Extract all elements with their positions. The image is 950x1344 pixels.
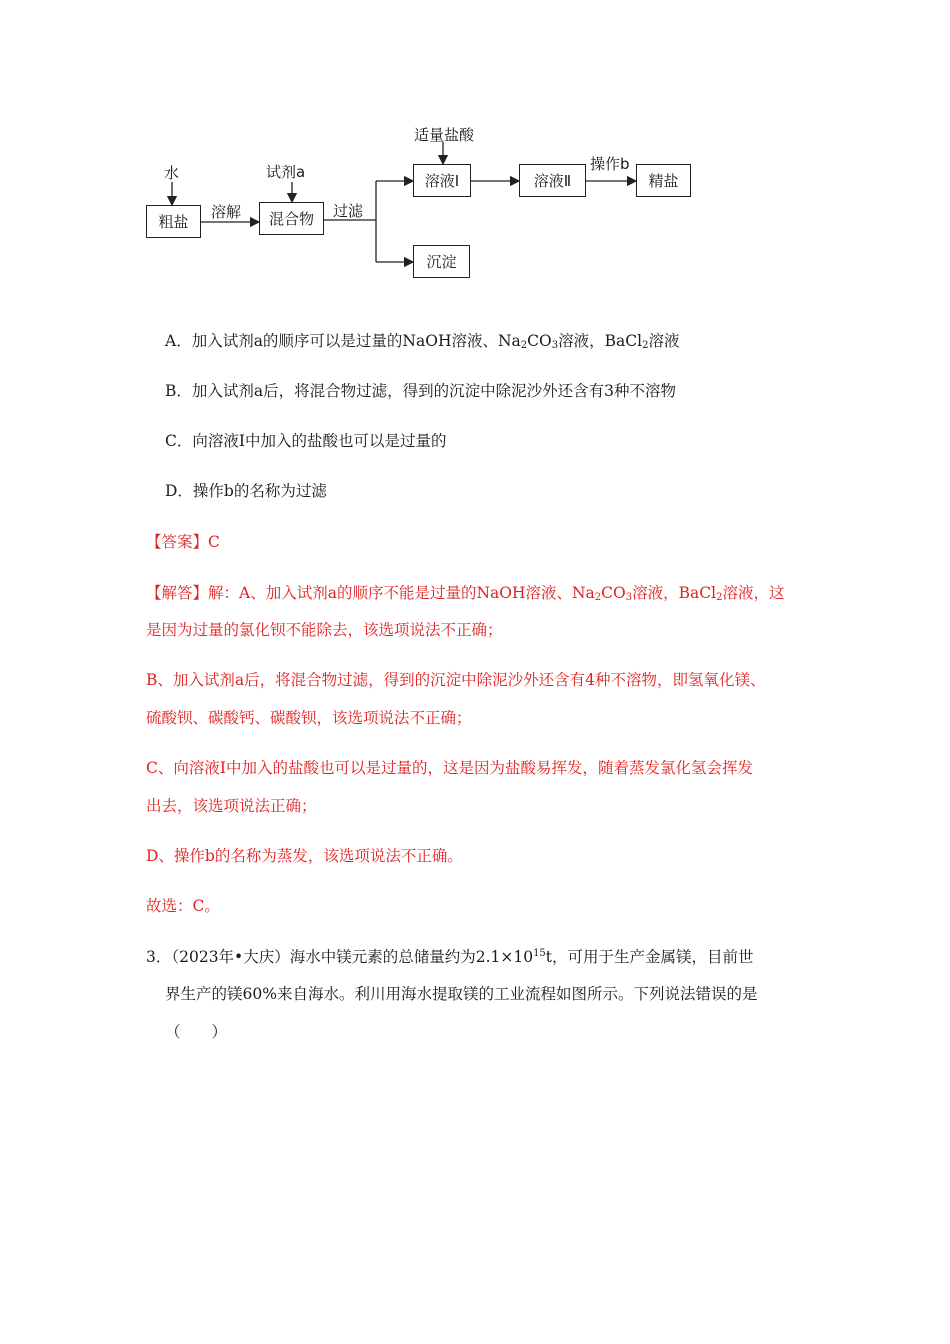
- answer-label: 【答案】: [146, 533, 209, 551]
- analysis-line-2: 是因为过量的氯化钡不能除去，该选项说法不正确；: [146, 621, 503, 639]
- label-water: 水: [164, 164, 180, 182]
- flow-diagram-arrows: [0, 0, 950, 300]
- box-solution-2: 溶液Ⅱ: [519, 164, 586, 197]
- option-b: B．加入试剂a后，将混合物过滤，得到的沉淀中除泥沙外还含有3种不溶物: [165, 382, 676, 400]
- analysis-line-3: B、加入试剂a后，将混合物过滤，得到的沉淀中除泥沙外还含有4种不溶物，即氢氧化镁、: [146, 671, 766, 689]
- option-d: D．操作b的名称为过滤: [165, 482, 327, 500]
- label-dissolve: 溶解: [211, 203, 242, 221]
- analysis-line-6: 出去，该选项说法正确；: [146, 797, 317, 815]
- flow-diagram: [0, 0, 950, 300]
- option-a: A．加入试剂a的顺序可以是过量的NaOH溶液、$Na_2CO_3$溶液，BaCl$_2$溶液: [165, 332, 680, 351]
- answer-value: C: [208, 533, 220, 551]
- box-mixture: 混合物: [259, 202, 324, 235]
- label-hcl: 适量盐酸: [414, 126, 475, 144]
- option-c: C．向溶液Ⅰ中加入的盐酸也可以是过量的: [165, 432, 447, 450]
- box-crude-salt: 粗盐: [146, 205, 201, 238]
- question-3-line-1: 3．（2023年•大庆）海水中镁元素的总储量约为$2.1\times 10^{15}t$，可用于生产金属镁，目前世: [146, 948, 754, 966]
- box-refined-salt: 精盐: [636, 164, 691, 197]
- question-3-line-2: 界生产的镁60%来自海水。利川用海水提取镁的工业流程如图所示。下列说法错误的是: [165, 985, 758, 1003]
- label-reagent-a: 试剂a: [266, 163, 306, 181]
- analysis-line-5: C、向溶液Ⅰ中加入的盐酸也可以是过量的，这是因为盐酸易挥发，随着蒸发氯化氢会挥发: [146, 759, 753, 777]
- analysis-line-7: D、操作b的名称为蒸发，该选项说法不正确。: [146, 847, 463, 865]
- analysis-label: 【解答】: [146, 584, 209, 602]
- label-operation-b: 操作b: [590, 155, 630, 173]
- box-precipitate: 沉淀: [413, 245, 470, 278]
- analysis-line-8: 故选：C。: [146, 897, 220, 915]
- question-3-line-3: （ ）: [165, 1023, 228, 1041]
- analysis-line-4: 硫酸钡、碳酸钙、碳酸钡，该选项说法不正确；: [146, 709, 472, 727]
- analysis-line-1: 【解答】解：A、加入试剂a的顺序不能是过量的NaOH溶液、$Na_2CO_3$溶液，BaCl$_2$溶液，这: [146, 584, 785, 603]
- label-filter: 过滤: [333, 202, 364, 220]
- answer-line: [146, 530, 220, 552]
- box-solution-1: 溶液Ⅰ: [413, 164, 471, 197]
